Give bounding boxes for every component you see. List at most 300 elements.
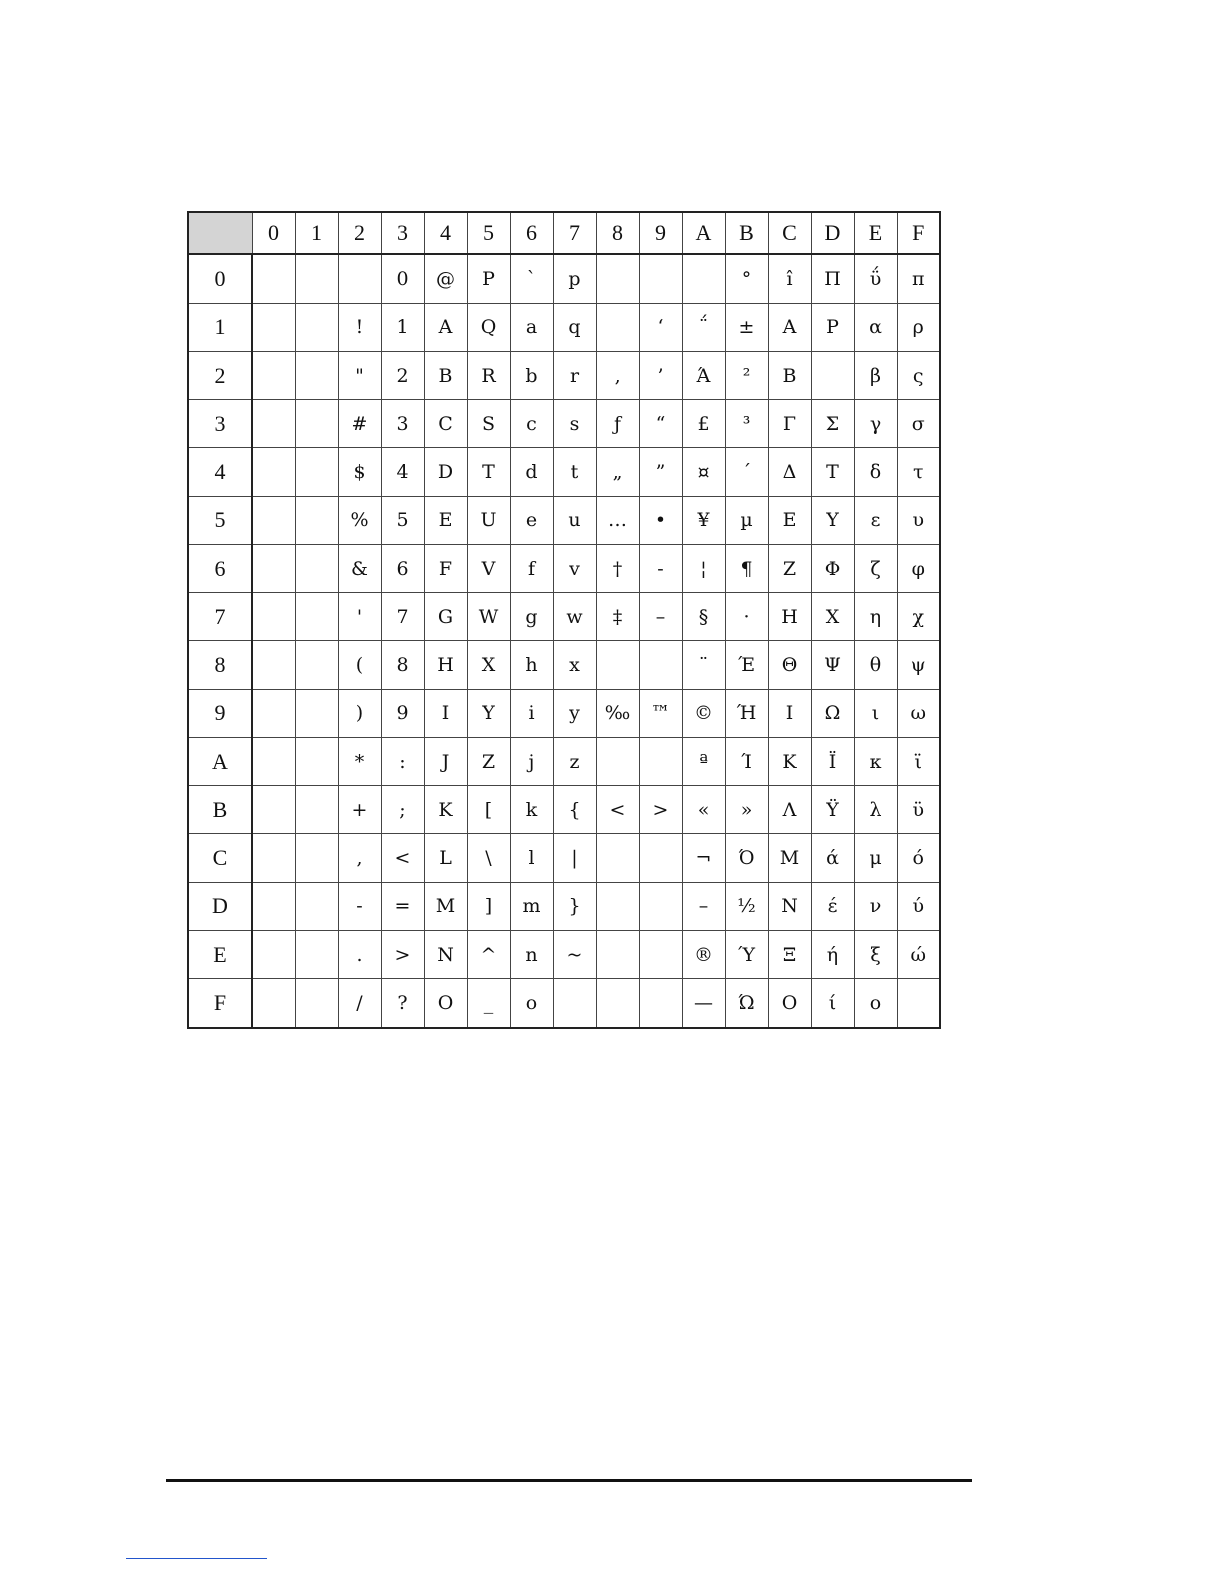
char-cell (295, 400, 338, 448)
char-cell: 0 (381, 254, 424, 303)
char-cell: ‡ (596, 593, 639, 641)
char-cell: ψ (897, 641, 940, 689)
char-cell (295, 641, 338, 689)
footer-rule (166, 1479, 972, 1482)
char-cell: _ (467, 979, 510, 1028)
char-cell: σ (897, 400, 940, 448)
char-cell: ξ (854, 930, 897, 978)
char-cell: υ (897, 496, 940, 544)
column-header-8: 8 (596, 212, 639, 254)
char-cell: N (424, 930, 467, 978)
char-cell: Η (768, 593, 811, 641)
char-cell: µ (725, 496, 768, 544)
char-cell: ώ (897, 930, 940, 978)
char-cell: 4 (381, 448, 424, 496)
table-row (188, 641, 940, 689)
char-cell: Λ (768, 786, 811, 834)
char-cell: Ε (768, 496, 811, 544)
char-cell: K (424, 786, 467, 834)
char-cell: C (424, 400, 467, 448)
char-cell: - (639, 544, 682, 592)
char-cell (295, 930, 338, 978)
row-header-3: 3 (188, 400, 252, 448)
char-cell (252, 641, 295, 689)
char-cell (295, 689, 338, 737)
char-cell: & (338, 544, 381, 592)
char-cell: ‘ (639, 303, 682, 351)
column-header-row (188, 212, 940, 254)
char-cell: D (424, 448, 467, 496)
char-cell: Ι (768, 689, 811, 737)
char-cell: A (424, 303, 467, 351)
char-cell: ι (854, 689, 897, 737)
char-cell (639, 930, 682, 978)
char-cell: + (338, 786, 381, 834)
char-cell (295, 979, 338, 1028)
char-cell (596, 979, 639, 1028)
char-cell: α (854, 303, 897, 351)
table-row (188, 786, 940, 834)
char-cell: r (553, 351, 596, 399)
char-cell (295, 254, 338, 303)
row-header-1: 1 (188, 303, 252, 351)
char-cell: Ή (725, 689, 768, 737)
char-cell (596, 303, 639, 351)
table-row (188, 882, 940, 930)
char-cell (252, 689, 295, 737)
char-cell: ? (381, 979, 424, 1028)
char-cell: H (424, 641, 467, 689)
char-cell: G (424, 593, 467, 641)
char-cell: M (424, 882, 467, 930)
char-cell (252, 930, 295, 978)
column-header-3: 3 (381, 212, 424, 254)
char-cell: ζ (854, 544, 897, 592)
char-cell (252, 303, 295, 351)
char-cell (295, 834, 338, 882)
char-cell: Ύ (725, 930, 768, 978)
char-cell: – (682, 882, 725, 930)
char-cell: δ (854, 448, 897, 496)
column-header-B: B (725, 212, 768, 254)
char-cell (596, 834, 639, 882)
char-cell: ϊ (897, 737, 940, 785)
char-cell: " (338, 351, 381, 399)
column-header-5: 5 (467, 212, 510, 254)
char-cell: Ϋ (811, 786, 854, 834)
char-cell: — (682, 979, 725, 1028)
char-cell: ± (725, 303, 768, 351)
char-cell: Ο (768, 979, 811, 1028)
char-cell: ² (725, 351, 768, 399)
char-cell (252, 834, 295, 882)
char-cell (252, 593, 295, 641)
row-header-E: E (188, 930, 252, 978)
char-cell: W (467, 593, 510, 641)
char-cell: > (381, 930, 424, 978)
char-cell: ‚ (596, 351, 639, 399)
char-cell: γ (854, 400, 897, 448)
char-cell: ¨ (682, 641, 725, 689)
char-cell (295, 496, 338, 544)
char-cell: φ (897, 544, 940, 592)
char-cell (596, 930, 639, 978)
char-cell (553, 979, 596, 1028)
char-cell (252, 448, 295, 496)
table-row (188, 593, 940, 641)
char-cell: F (424, 544, 467, 592)
char-cell (811, 351, 854, 399)
char-cell (252, 737, 295, 785)
char-cell (639, 979, 682, 1028)
column-header-9: 9 (639, 212, 682, 254)
char-cell: : (381, 737, 424, 785)
char-cell: λ (854, 786, 897, 834)
char-cell: ] (467, 882, 510, 930)
char-cell: Ω (811, 689, 854, 737)
table-row (188, 351, 940, 399)
char-cell: ς (897, 351, 940, 399)
char-cell: % (338, 496, 381, 544)
char-cell: y (553, 689, 596, 737)
row-header-5: 5 (188, 496, 252, 544)
char-cell: ί (811, 979, 854, 1028)
char-cell: η (854, 593, 897, 641)
char-cell: z (553, 737, 596, 785)
char-cell: Κ (768, 737, 811, 785)
char-cell: Φ (811, 544, 854, 592)
char-cell (639, 882, 682, 930)
char-cell: ΄ (725, 448, 768, 496)
char-cell: m (510, 882, 553, 930)
char-cell: d (510, 448, 553, 496)
char-cell: q (553, 303, 596, 351)
char-cell (295, 786, 338, 834)
row-header-7: 7 (188, 593, 252, 641)
table-row (188, 544, 940, 592)
char-cell: ¤ (682, 448, 725, 496)
char-cell: < (596, 786, 639, 834)
char-cell: – (639, 593, 682, 641)
column-header-4: 4 (424, 212, 467, 254)
char-cell (295, 351, 338, 399)
char-cell: t (553, 448, 596, 496)
table-row (188, 496, 940, 544)
char-cell: 2 (381, 351, 424, 399)
column-header-F: F (897, 212, 940, 254)
char-cell: Ό (725, 834, 768, 882)
char-cell: ω (897, 689, 940, 737)
char-cell: ΰ (854, 254, 897, 303)
char-cell: κ (854, 737, 897, 785)
char-cell: h (510, 641, 553, 689)
row-header-0: 0 (188, 254, 252, 303)
char-cell: ° (725, 254, 768, 303)
char-cell (596, 254, 639, 303)
char-cell (295, 737, 338, 785)
table-row (188, 448, 940, 496)
char-cell: ύ (897, 882, 940, 930)
char-cell: © (682, 689, 725, 737)
char-cell: ® (682, 930, 725, 978)
row-header-9: 9 (188, 689, 252, 737)
char-cell: , (338, 834, 381, 882)
char-cell: π (897, 254, 940, 303)
column-header-D: D (811, 212, 854, 254)
char-cell: = (381, 882, 424, 930)
char-cell: u (553, 496, 596, 544)
char-cell: ϋ (897, 786, 940, 834)
char-cell: 7 (381, 593, 424, 641)
char-cell: ½ (725, 882, 768, 930)
char-cell: » (725, 786, 768, 834)
char-cell: ν (854, 882, 897, 930)
char-cell: Y (467, 689, 510, 737)
char-cell (252, 496, 295, 544)
char-cell (252, 254, 295, 303)
char-cell: Π (811, 254, 854, 303)
char-cell: B (424, 351, 467, 399)
char-cell (596, 737, 639, 785)
char-cell: £ (682, 400, 725, 448)
column-header-7: 7 (553, 212, 596, 254)
char-cell: 3 (381, 400, 424, 448)
char-cell: X (467, 641, 510, 689)
char-cell: Ν (768, 882, 811, 930)
char-cell: „ (596, 448, 639, 496)
char-cell: ; (381, 786, 424, 834)
char-cell: i (510, 689, 553, 737)
char-cell: ρ (897, 303, 940, 351)
char-cell: ` (510, 254, 553, 303)
char-cell: Ζ (768, 544, 811, 592)
char-cell: Ά (682, 351, 725, 399)
char-cell: ό (897, 834, 940, 882)
char-cell: P (467, 254, 510, 303)
char-cell: \ (467, 834, 510, 882)
char-cell: † (596, 544, 639, 592)
char-cell: | (553, 834, 596, 882)
char-cell (295, 882, 338, 930)
char-cell: ~ (553, 930, 596, 978)
char-cell: a (510, 303, 553, 351)
char-cell: R (467, 351, 510, 399)
char-cell: v (553, 544, 596, 592)
char-cell: ε (854, 496, 897, 544)
char-cell: Ξ (768, 930, 811, 978)
char-cell: x (553, 641, 596, 689)
table-row (188, 689, 940, 737)
column-header-C: C (768, 212, 811, 254)
char-cell: ‰ (596, 689, 639, 737)
char-cell (252, 400, 295, 448)
row-header-F: F (188, 979, 252, 1028)
char-cell (295, 448, 338, 496)
char-cell: Β (768, 351, 811, 399)
char-cell (639, 641, 682, 689)
row-header-C: C (188, 834, 252, 882)
char-cell: O (424, 979, 467, 1028)
char-cell: * (338, 737, 381, 785)
char-cell: ή (811, 930, 854, 978)
row-header-D: D (188, 882, 252, 930)
char-cell (338, 254, 381, 303)
character-set-table (187, 211, 941, 1029)
char-cell: e (510, 496, 553, 544)
char-cell (596, 641, 639, 689)
char-cell: · (725, 593, 768, 641)
char-cell: Υ (811, 496, 854, 544)
char-cell: 6 (381, 544, 424, 592)
char-cell: Χ (811, 593, 854, 641)
char-cell: Μ (768, 834, 811, 882)
table-body (188, 254, 940, 1028)
char-cell: I (424, 689, 467, 737)
char-cell: } (553, 882, 596, 930)
char-cell: ¶ (725, 544, 768, 592)
char-cell: ’ (639, 351, 682, 399)
char-cell (897, 979, 940, 1028)
column-header-6: 6 (510, 212, 553, 254)
table-row (188, 303, 940, 351)
char-cell: … (596, 496, 639, 544)
column-header-1: 1 (295, 212, 338, 254)
char-cell: w (553, 593, 596, 641)
char-cell: Z (467, 737, 510, 785)
link-underline (126, 1558, 267, 1559)
char-cell (639, 254, 682, 303)
table-row (188, 979, 940, 1028)
char-cell: • (639, 496, 682, 544)
char-cell: b (510, 351, 553, 399)
char-cell: { (553, 786, 596, 834)
char-cell: Ώ (725, 979, 768, 1028)
char-cell: § (682, 593, 725, 641)
char-cell: χ (897, 593, 940, 641)
char-cell: s (553, 400, 596, 448)
column-header-E: E (854, 212, 897, 254)
char-cell: τ (897, 448, 940, 496)
char-cell: Ψ (811, 641, 854, 689)
char-cell: $ (338, 448, 381, 496)
char-cell: f (510, 544, 553, 592)
char-cell: S (467, 400, 510, 448)
char-cell: Σ (811, 400, 854, 448)
char-cell: “ (639, 400, 682, 448)
char-cell: 1 (381, 303, 424, 351)
column-header-2: 2 (338, 212, 381, 254)
char-cell: Δ (768, 448, 811, 496)
table-row (188, 737, 940, 785)
char-cell: ª (682, 737, 725, 785)
char-cell: ' (338, 593, 381, 641)
char-cell: έ (811, 882, 854, 930)
char-cell: ^ (467, 930, 510, 978)
char-cell: 9 (381, 689, 424, 737)
char-cell: l (510, 834, 553, 882)
char-cell (295, 544, 338, 592)
char-cell: / (338, 979, 381, 1028)
table-row (188, 930, 940, 978)
char-cell: Ϊ (811, 737, 854, 785)
char-cell (639, 834, 682, 882)
column-header-0: 0 (252, 212, 295, 254)
char-cell: ¥ (682, 496, 725, 544)
char-cell: Α (768, 303, 811, 351)
table-row (188, 400, 940, 448)
corner-cell (188, 212, 252, 254)
char-cell: μ (854, 834, 897, 882)
char-cell (295, 593, 338, 641)
char-cell: Q (467, 303, 510, 351)
char-cell: < (381, 834, 424, 882)
row-header-B: B (188, 786, 252, 834)
char-cell: ) (338, 689, 381, 737)
char-cell: @ (424, 254, 467, 303)
char-cell (252, 351, 295, 399)
char-cell (682, 254, 725, 303)
char-cell: Θ (768, 641, 811, 689)
char-cell: c (510, 400, 553, 448)
row-header-4: 4 (188, 448, 252, 496)
char-cell: ά (811, 834, 854, 882)
char-cell: g (510, 593, 553, 641)
char-cell: V (467, 544, 510, 592)
char-cell: ƒ (596, 400, 639, 448)
char-cell (252, 786, 295, 834)
char-cell: p (553, 254, 596, 303)
char-cell: î (768, 254, 811, 303)
char-cell: k (510, 786, 553, 834)
row-header-8: 8 (188, 641, 252, 689)
char-cell: ³ (725, 400, 768, 448)
char-cell: ™ (639, 689, 682, 737)
char-cell: Τ (811, 448, 854, 496)
table-row (188, 254, 940, 303)
char-cell: ΅ (682, 303, 725, 351)
row-header-2: 2 (188, 351, 252, 399)
char-cell: ¦ (682, 544, 725, 592)
char-cell: Ί (725, 737, 768, 785)
char-cell: Έ (725, 641, 768, 689)
char-cell (596, 882, 639, 930)
char-cell: J (424, 737, 467, 785)
char-cell: 8 (381, 641, 424, 689)
char-cell: ( (338, 641, 381, 689)
char-cell: j (510, 737, 553, 785)
row-header-6: 6 (188, 544, 252, 592)
char-cell: o (510, 979, 553, 1028)
char-cell: . (338, 930, 381, 978)
row-header-A: A (188, 737, 252, 785)
char-cell: > (639, 786, 682, 834)
char-cell: - (338, 882, 381, 930)
char-cell: Ρ (811, 303, 854, 351)
char-cell (252, 882, 295, 930)
char-cell: # (338, 400, 381, 448)
char-cell: ! (338, 303, 381, 351)
char-cell: ¬ (682, 834, 725, 882)
char-cell: T (467, 448, 510, 496)
column-header-A: A (682, 212, 725, 254)
char-cell (252, 979, 295, 1028)
char-cell: β (854, 351, 897, 399)
char-cell: 5 (381, 496, 424, 544)
char-cell: U (467, 496, 510, 544)
char-cell: Γ (768, 400, 811, 448)
char-cell (639, 737, 682, 785)
char-cell (252, 544, 295, 592)
